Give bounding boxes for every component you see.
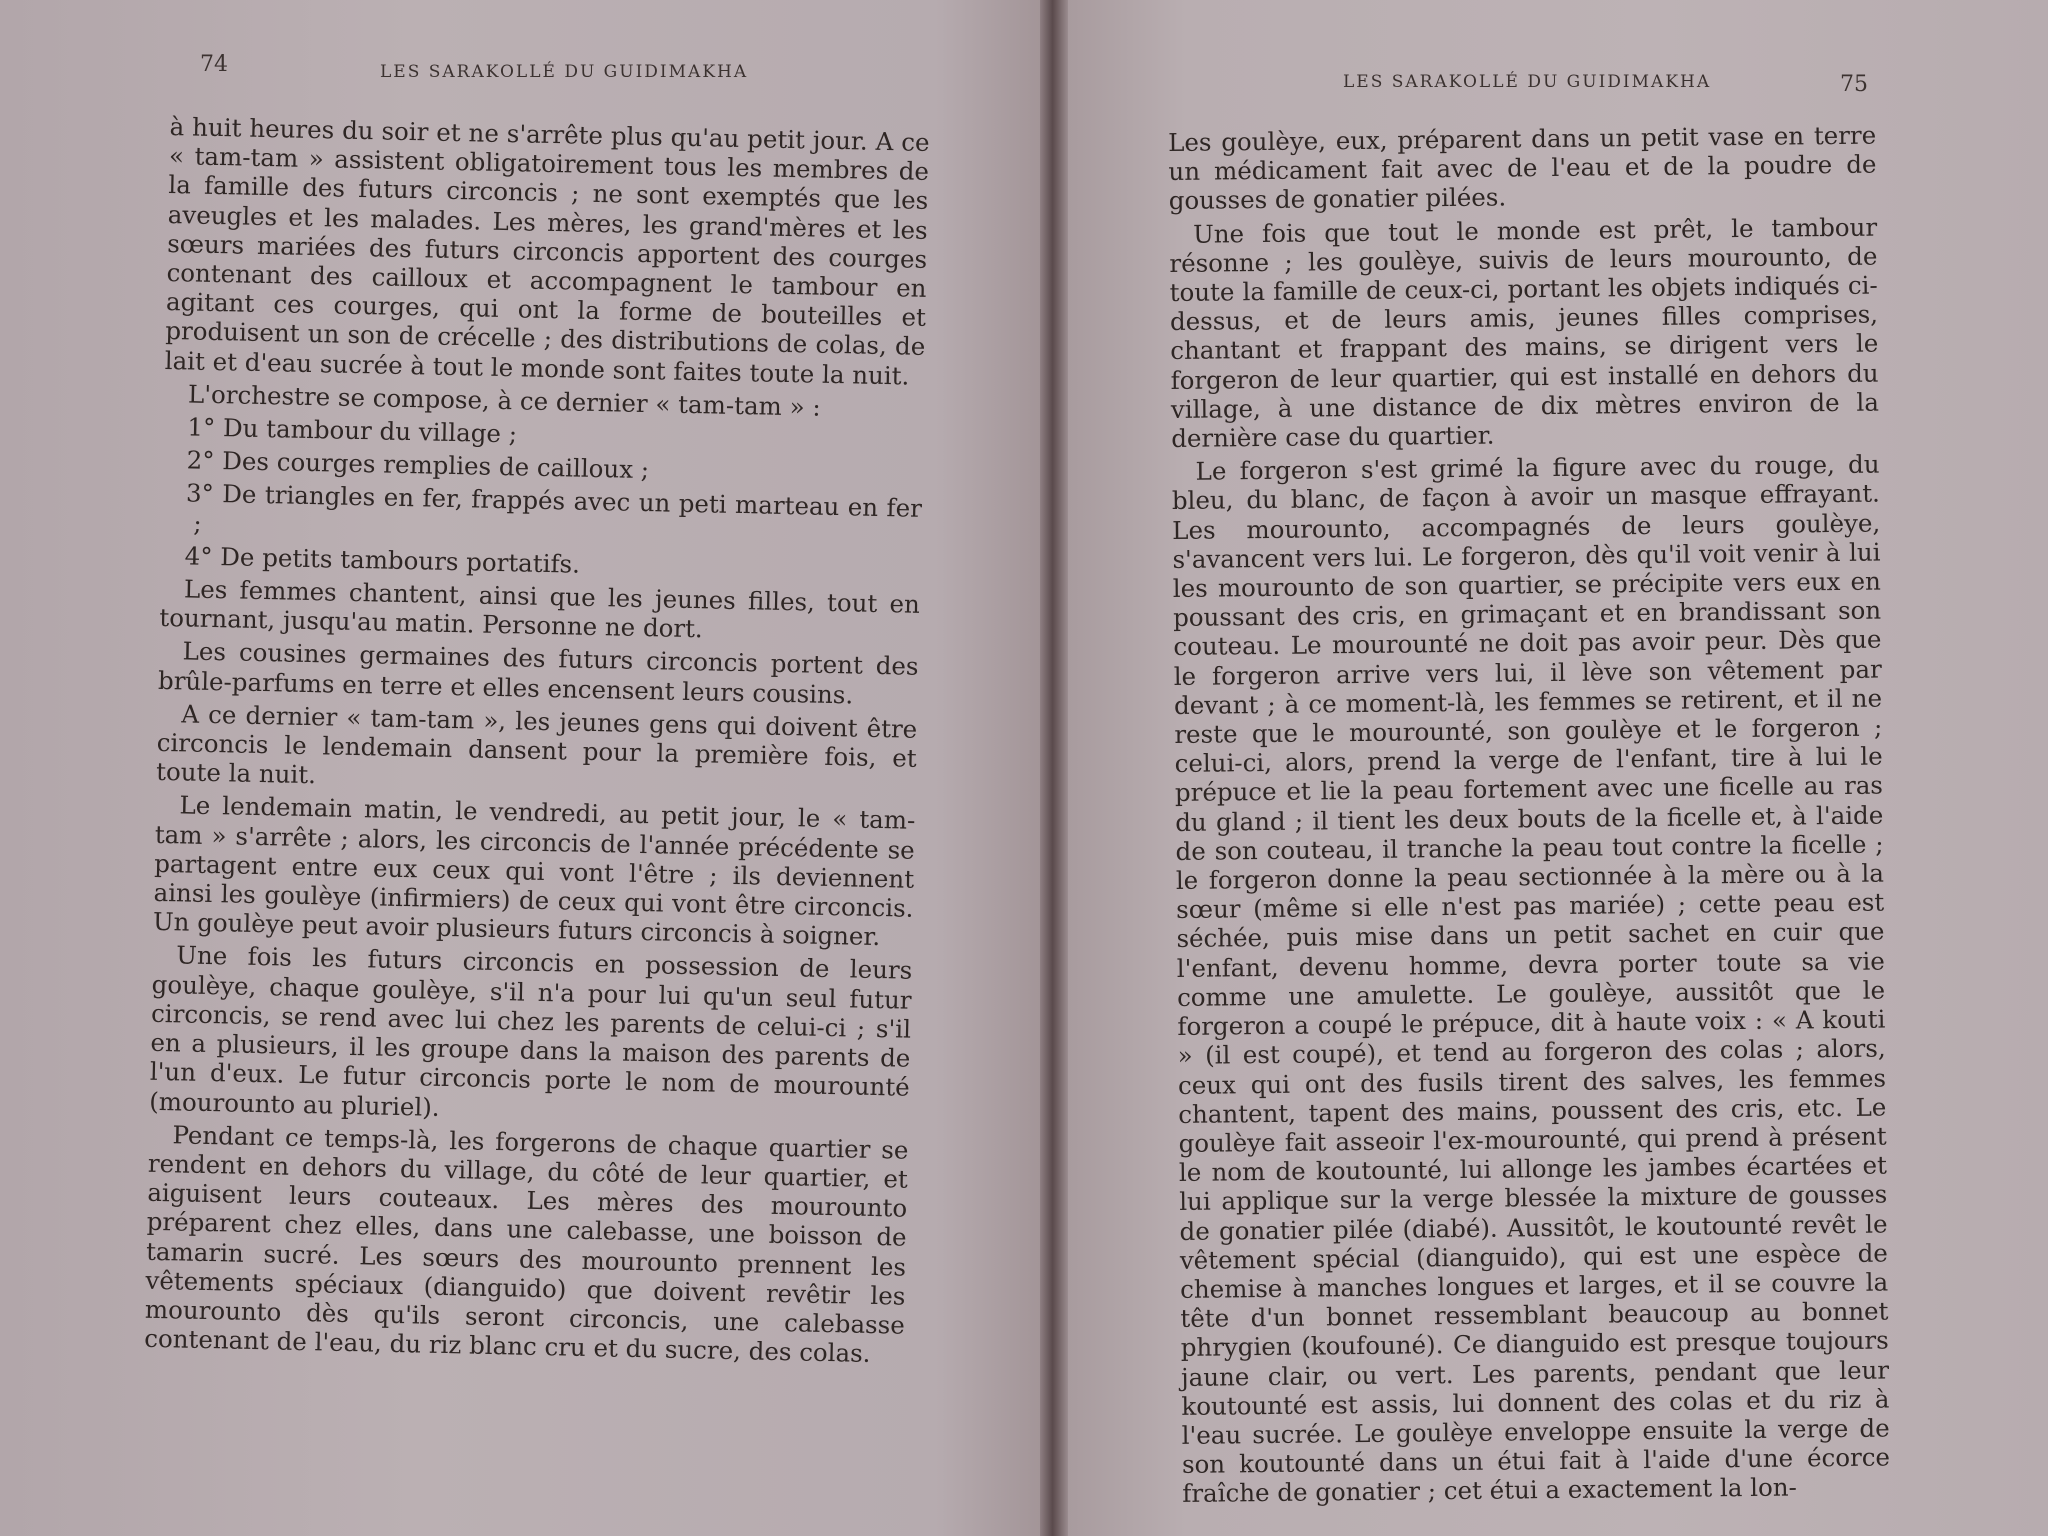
paragraph: Une fois les futurs circoncis en possession de leurs goulèye, chaque goulèye, s'il n'a pour lui qu'un seul futur circoncis, se rend avec lui chez les parents de celui-ci ; s'il en a plusieurs, il les groupe dans la maison des parents de l'un d'eux. Le futur circoncis porte le nom de mourounté (mourounto au pluriel). bbox=[148, 940, 913, 1122]
page-number: 75 bbox=[1840, 72, 1868, 97]
paragraph: Les cousines germaines des futurs circoncis portent des brûle-parfums en terre et elles encensent leurs cousins. bbox=[157, 636, 919, 710]
list-item: 1° Du tambour du village ; bbox=[187, 412, 518, 449]
paragraph: Le forgeron s'est grimé la figure avec du rouge, du bleu, du blanc, de façon à avoir un masque effrayant. Les mourounto, accompagnés de leurs goulèye, s'avancent vers lui. Le forgeron, dès qu'il voit venir à lui les mourounto de son quartier, se précipite vers eux en poussant des cris, en grimaçant et en brandissant son couteau. Le mourounté ne doit pas avoir peur. Dès que le forgeron arrive vers lui, il lève son vêtement par devant ; à ce moment-là, les femmes se retirent, et il ne reste que le mourounté, son goulèye et le forgeron ; celui-ci, alors, prend la verge de l'enfant, tire à lui le prépuce et lie la peau fortement avec une ficelle au ras du gland ; il tient les deux bouts de la ficelle et, à l'aide de son couteau, il tranche la peau tout contre la ficelle ; le forgeron donne la peau sectionnée à la mère ou à la sœur (même si elle n'est pas mariée) ; cette peau est séchée, puis mise dans un petit sachet en cuir que l'enfant, devenu homme, devra porter toute sa vie comme une amulette. Le goulèye, aussitôt que le forgeron a coupé le prépuce, dit à haute voix : « A kouti » (il est coupé), et tend au forgeron des colas ; alors, ceux qui ont des fusils tirent des salves, les femmes chantent, tapent des mains, poussent des cris, etc. Le goulèye fait asseoir l'ex-mourounté, qui prend à présent le nom de koutounté, lui allonge les jambes écartées et lui applique sur la verge blessée la mixture de gousses de gonatier pilée (diabé). Aussitôt, le koutounté revêt le vêtement spécial (dianguido), qui est une espèce de chemise à manches longues et larges, et il se couvre la tête d'un bonnet ressemblant beaucoup au bonnet phrygien (koufouné). Ce dianguido est presque toujours jaune clair, ou vert. Les parents, pendant que leur koutounté est assis, lui donnent des colas et du riz à l'eau sucrée. Le goulèye enveloppe ensuite la verge de son koutounté dans un étui fait à l'aide d'une écorce fraîche de gonatier ; cet étui a exactement la lon- bbox=[1171, 449, 1891, 1509]
paragraph: Pendant ce temps-là, les forgerons de chaque quartier se rendent en dehors du village, du côté de leur quartier, et aiguisent leurs couteaux. Les mères des mourounto préparent chez elles, dans une calebasse, une boisson de tamarin sucré. Les sœurs des mourounto prennent les vêtements spéciaux (dianguido) que doivent revêtir les mourounto dès qu'ils seront circoncis, une calebasse contenant de l'eau, du riz blanc cru et du sucre, des colas. bbox=[144, 1119, 909, 1369]
right-page bbox=[1068, 0, 2048, 1536]
paragraph: Les goulèye, eux, préparent dans un petit vase en terre un médicament fait avec de l'eau et de la poudre de gousses de gonatier pilées. bbox=[1168, 120, 1877, 216]
book-gutter bbox=[1040, 0, 1068, 1536]
running-head: LES SARAKOLLÉ DU GUIDIMAKHA bbox=[1343, 72, 1712, 92]
page-number: 74 bbox=[200, 52, 228, 77]
list-item: 4° De petits tambours portatifs. bbox=[184, 541, 581, 579]
list-item: 3° De triangles en fer, frappés avec un peti marteau en fer ; bbox=[185, 478, 923, 538]
list-item: 2° Des courges remplies de cailloux ; bbox=[186, 445, 650, 485]
paragraph: A ce dernier « tam-tam », les jeunes gens qui doivent être circoncis le lendemain dansent pour la première fois, et toute la nuit. bbox=[155, 699, 918, 790]
paragraph: Le lendemain matin, le vendredi, au petit jour, le « tam-tam » s'arrête ; alors, les circoncis de l'année précédente se partagent entre eux ceux qui vont l'être ; ils deviennent ainsi les goulèye (infirmiers) de ceux qui vont être circoncis. Un goulèye peut avoir plusieurs futurs circoncis à soigner. bbox=[152, 790, 916, 952]
paragraph: à huit heures du soir et ne s'arrête plus qu'au petit jour. A ce « tam-tam » assistent obligatoirement tous les membres de la famille des futurs circoncis ; ne sont exemptés que les aveugles et les malades. Les mères, les grand'mères et les sœurs mariées des futurs circoncis apportent des courges contenant des cailloux et accompagnent le tambour en agitant ces courges, qui ont la forme de bouteilles et produisent un son de crécelle ; des distributions de colas, de lait et d'eau sucrée à tout le monde sont faites toute la nuit. bbox=[164, 112, 930, 391]
left-body-text bbox=[144, 112, 930, 1373]
paragraph: Une fois que tout le monde est prêt, le tambour résonne ; les goulèye, suivis de leurs mourounto, de toute la famille de ceux-ci, portant les objets indiqués ci-dessus, et de leurs amis, jeunes filles comprises, chantant et frappant des mains, se dirigent vers le forgeron de leur quartier, qui est installé en dehors du village, à une distance de dix mètres environ de la dernière case du quartier. bbox=[1169, 212, 1880, 454]
running-head: LES SARAKOLLÉ DU GUIDIMAKHA bbox=[380, 62, 749, 82]
paragraph: Les femmes chantent, ainsi que les jeunes filles, tout en tournant, jusqu'au matin. Personne ne dort. bbox=[159, 574, 921, 644]
right-body-text bbox=[1168, 121, 1890, 1513]
paragraph: L'orchestre se compose, à ce dernier « tam-tam » : bbox=[187, 379, 821, 422]
